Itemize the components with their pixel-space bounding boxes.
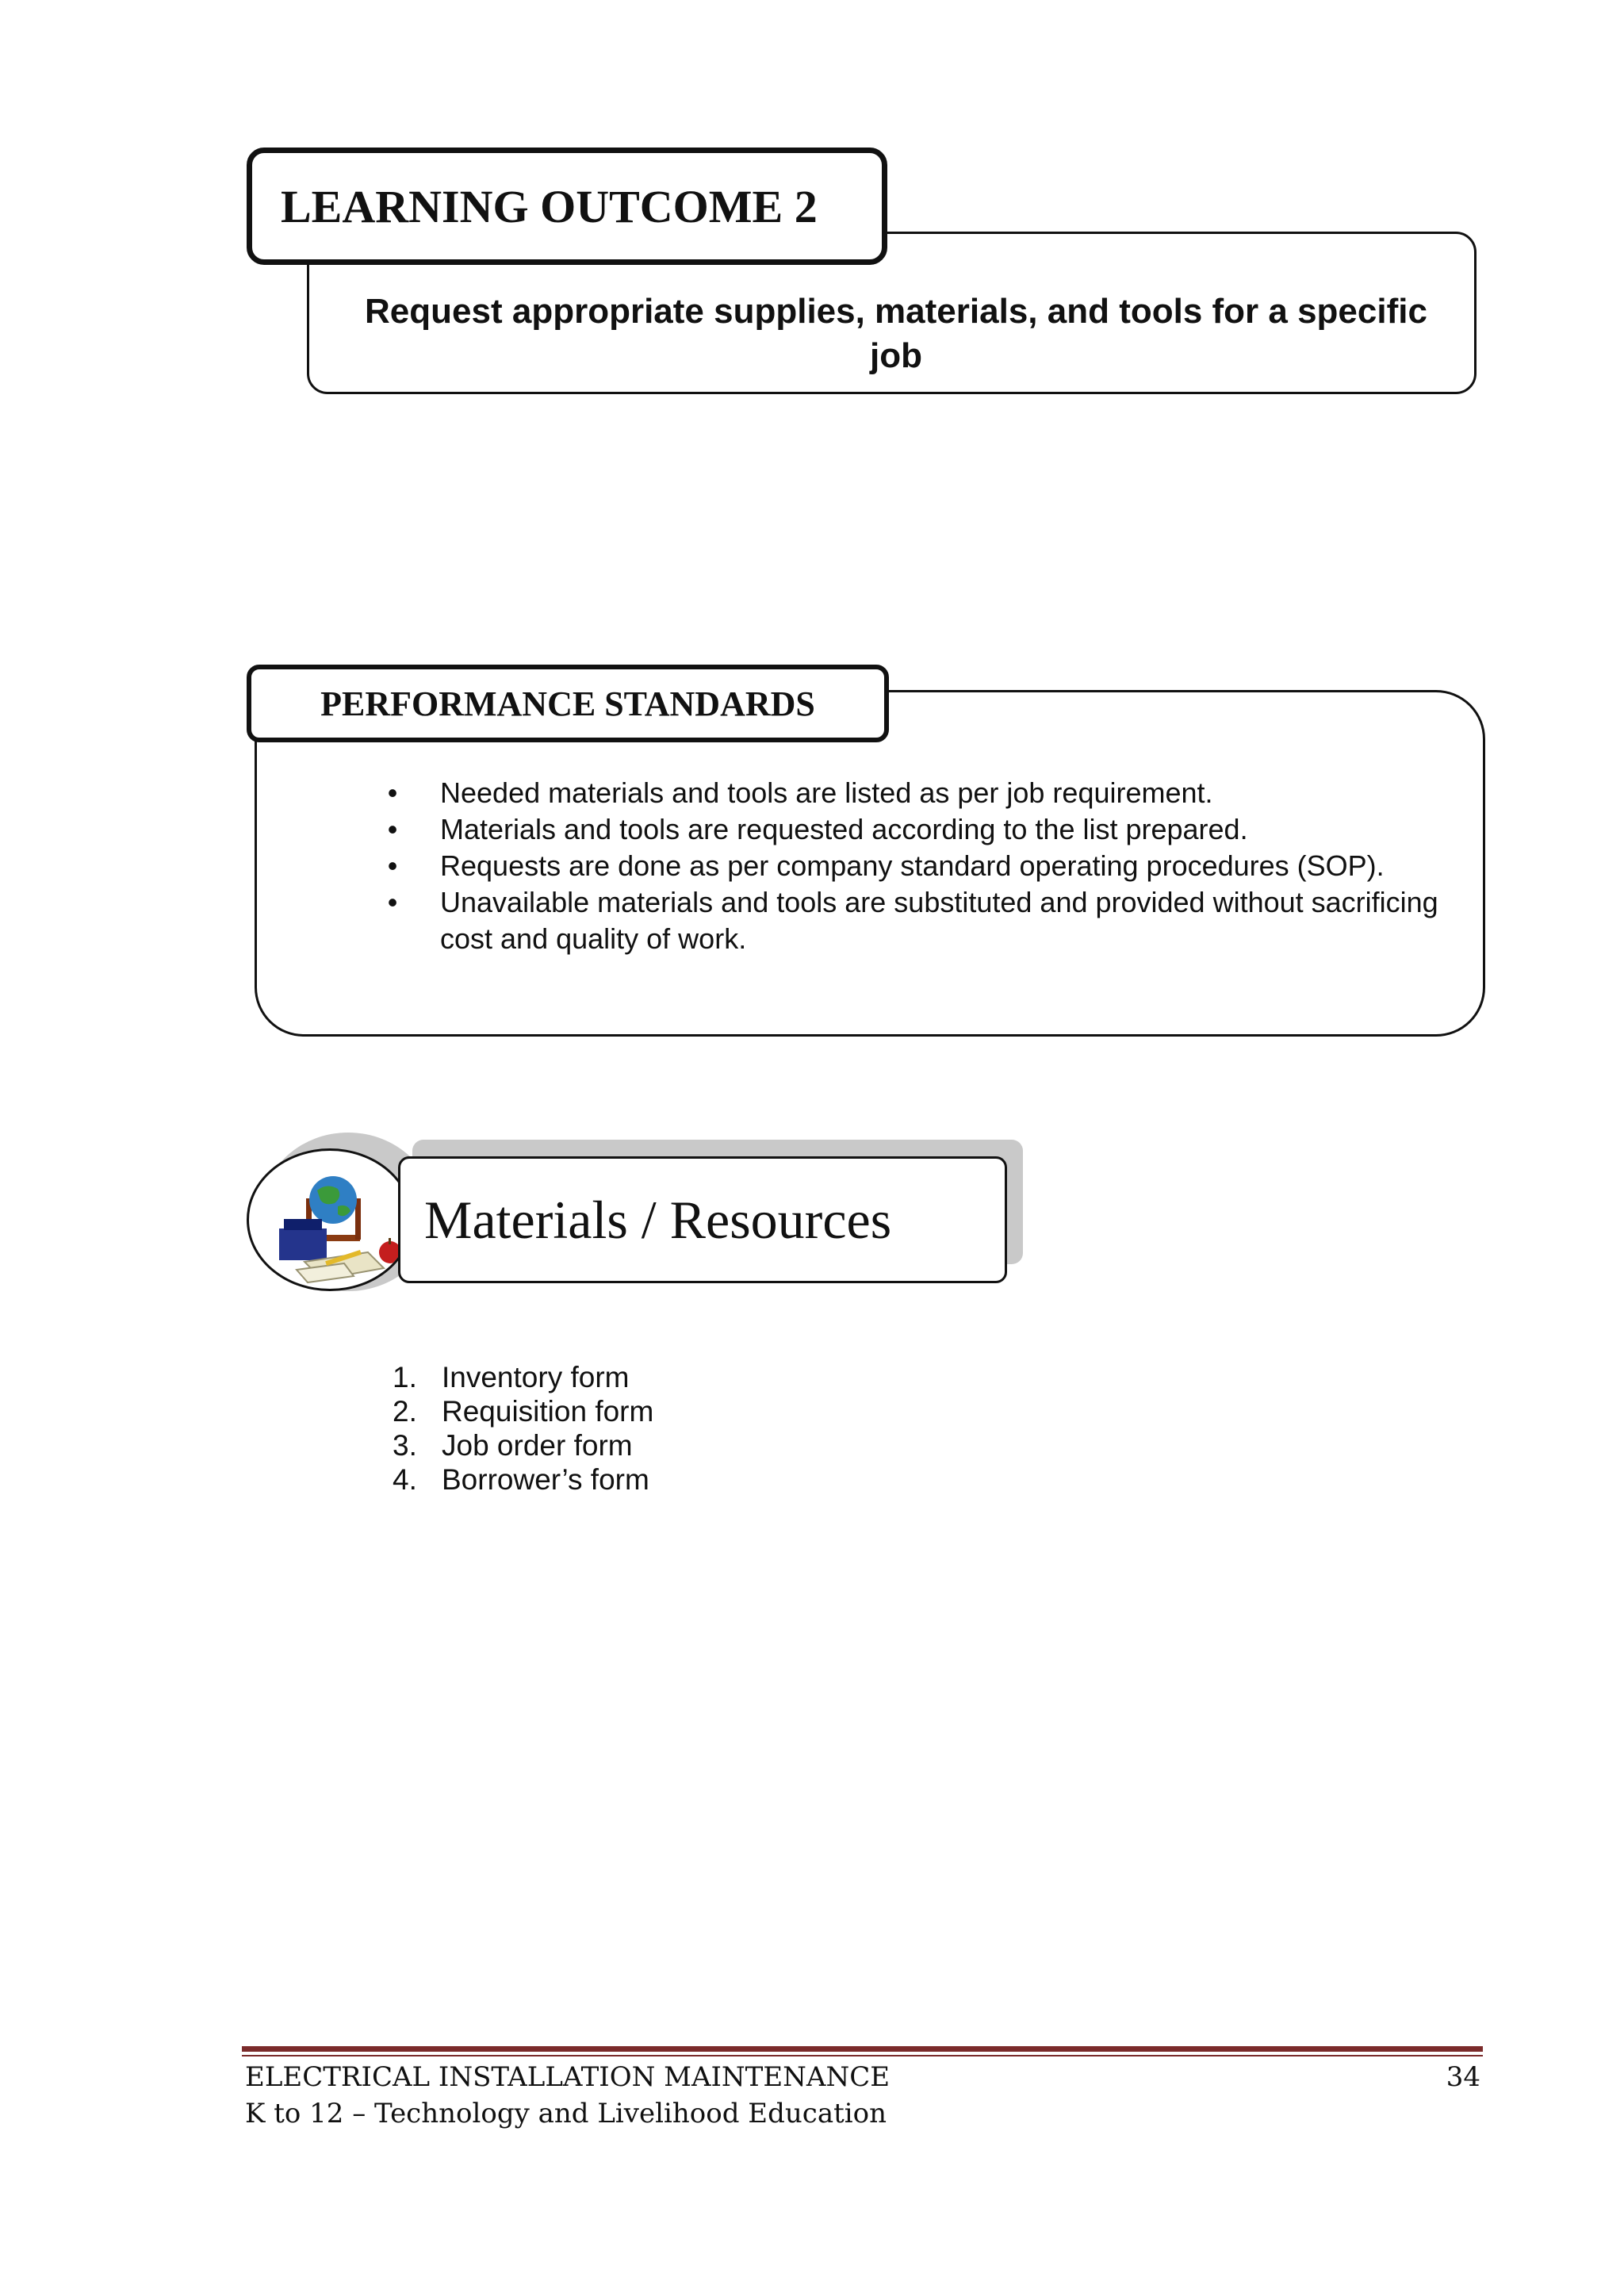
list-item	[381, 884, 1475, 957]
bullet-icon: •	[387, 776, 398, 809]
list-item	[393, 1360, 653, 1394]
list-item	[381, 811, 1475, 848]
performance-standards-heading	[247, 665, 889, 742]
list-item	[393, 1394, 653, 1428]
performance-standards-heading-text: PERFORMANCE STANDARDS	[320, 684, 815, 723]
materials-resources-heading	[398, 1156, 1007, 1283]
list-item	[393, 1462, 653, 1497]
list-item-number: 1.	[393, 1361, 417, 1393]
footer-divider-thin	[242, 2055, 1483, 2056]
learning-outcome-heading-text: LEARNING OUTCOME 2	[281, 180, 818, 232]
learning-outcome-heading	[247, 148, 887, 265]
list-item-number: 2.	[393, 1395, 417, 1428]
materials-resources-list	[393, 1360, 653, 1497]
page-number: 34	[1446, 2061, 1480, 2093]
list-item-text: Materials and tools are requested according to the list prepared.	[440, 813, 1248, 845]
list-item-text: Borrower’s form	[442, 1463, 649, 1496]
bullet-icon: •	[387, 849, 398, 882]
resources-icon-frame	[247, 1148, 413, 1291]
list-item-number: 4.	[393, 1463, 417, 1496]
list-item-text: Job order form	[442, 1429, 633, 1462]
list-item	[381, 775, 1475, 811]
list-item-text: Requisition form	[442, 1395, 654, 1428]
globe-books-clipart-icon	[249, 1151, 413, 1291]
footer-program-title: K to 12 – Technology and Livelihood Education	[245, 2098, 887, 2129]
footer-divider-thick	[242, 2046, 1483, 2052]
list-item-text: Unavailable materials and tools are substituted and provided without sacrificing cost and quality of work.	[440, 886, 1438, 955]
list-item	[393, 1428, 653, 1462]
list-item-text: Needed materials and tools are listed as per job requirement.	[440, 776, 1213, 809]
list-item-number: 3.	[393, 1429, 417, 1462]
bullet-icon: •	[387, 813, 398, 845]
list-item-text: Inventory form	[442, 1361, 630, 1393]
footer-course-title: ELECTRICAL INSTALLATION MAINTENANCE	[245, 2061, 891, 2093]
materials-resources-heading-text: Materials / Resources	[424, 1189, 892, 1250]
performance-standards-list	[381, 775, 1475, 957]
list-item	[381, 848, 1475, 884]
bullet-icon: •	[387, 886, 398, 918]
learning-outcome-subtitle: Request appropriate supplies, materials, and tools for a specific job	[365, 292, 1427, 375]
list-item-text: Requests are done as per company standard operating procedures (SOP).	[440, 849, 1385, 882]
